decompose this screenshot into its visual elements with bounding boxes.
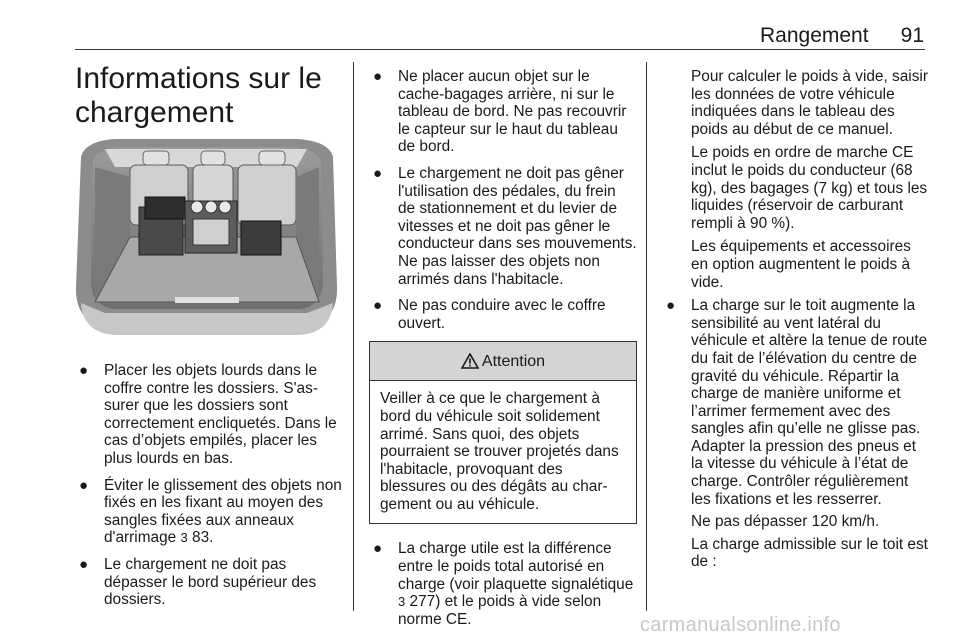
section-title: Informations sur le chargement	[75, 62, 322, 129]
list-item-text: Le chargement ne doit pas gêner l'utilisation des pédales, du frein de stationnement et du levier de vitesses et ne doit pas gêner le conducteur dans ses mouvements. Ne pas laisser des objets non arrimés dans l'habitacle.	[398, 164, 637, 288]
list-item	[75, 362, 343, 468]
attention-box	[369, 341, 637, 524]
list-item-text: Ne placer aucun objet sur le cache-bagages arrière, ni sur le tableau de bord. Ne pas recouvrir le capteur sur le haut du tableau de bord.	[398, 68, 627, 156]
list-item-text: Placer les objets lourds dans le coffre contre les dossiers. S'assurer que les dossiers sont correctement encliquetés. Dans le cas d’objets empilés, placer les plus lourds en bas.	[104, 362, 337, 467]
bullet: ●	[373, 164, 383, 182]
column-divider-1	[353, 62, 354, 611]
cross-reference-arrow[interactable]: 3	[398, 594, 406, 610]
bullet: ●	[373, 68, 383, 85]
header-title: Rangement	[760, 24, 869, 47]
list-item	[369, 297, 637, 332]
paragraph: Les équipements et accessoires en option augmentent le poids à vide.	[691, 238, 911, 291]
list-item-text: Éviter le glissement des objets non fixés en les fixant au moyen des sangles fixées aux anneaux d'arrimage	[104, 476, 342, 547]
bullet: ●	[373, 540, 383, 558]
paragraph: La charge admissible sur le toit est de :	[691, 535, 928, 571]
cargo-illustration	[75, 137, 338, 337]
header-rule	[75, 49, 925, 50]
column-divider-2	[646, 62, 647, 611]
paragraph: Ne pas dépasser 120 km/h.	[691, 513, 880, 531]
page-number: 91	[900, 24, 924, 47]
cross-reference-text[interactable]: 277) et le poids à vide selon norme CE.	[398, 593, 602, 628]
attention-title: Attention	[481, 352, 546, 370]
bullet: ●	[666, 297, 676, 315]
paragraph: La charge sur le toit augmente la sensibilité au vent latéral du véhicule et altère la tenue de route du fait de l’élévation du centre de gravité du véhicule. Répartir la charge de manière uniforme et l’arrimer fermement avec des sangles afin qu’elle ne glisse pas. Adapter la pression des pneus et la vitesse du véhicule à l’état de charge. Contrôler régulièrement les fixations et les resserrer.	[691, 297, 928, 508]
bullet: ●	[79, 362, 89, 379]
paragraph: Pour calculer le poids à vide, saisir les données de votre véhicule indiquées dans le tableau des poids au début de ce manuel.	[691, 68, 928, 138]
cross-reference-text[interactable]: 83.	[187, 529, 214, 547]
list-item	[75, 556, 343, 609]
list-item	[369, 68, 637, 156]
list-item	[369, 165, 637, 288]
column-1	[75, 362, 343, 618]
bullet: ●	[373, 297, 383, 315]
cross-reference-arrow[interactable]: 3	[180, 530, 188, 546]
column-3	[662, 68, 928, 580]
paragraph: Le poids en ordre de marche CE inclut le poids du conducteur (68 kg), des bagages (7 kg) et tous les liquides (réservoir de carburant rempli à 90 %).	[691, 144, 928, 232]
bullet: ●	[79, 555, 89, 573]
list-item-text: La charge utile est la différence entre le poids total autorisé en charge (voir plaquette signalétique	[398, 540, 634, 593]
watermark: carmanualsonline.info	[640, 614, 841, 636]
list-item-text: Ne pas conduire avec le coffre ouvert.	[398, 297, 606, 332]
column-2	[369, 68, 637, 637]
list-item	[369, 540, 637, 628]
attention-body: Veiller à ce que le chargement à bord du véhicule soit solidement arrimé. Sans quoi, des objets pourraient se trouver projetés dans l'habitacle, provoquant des blessures ou des dégâts au chargement ou au véhicule.	[380, 390, 619, 513]
list-item	[75, 477, 343, 547]
warning-triangle-icon	[461, 353, 479, 369]
list-item	[662, 297, 928, 571]
attention-header	[370, 342, 636, 381]
list-item-text: Le chargement ne doit pas dépasser le bord supérieur des dossiers.	[104, 555, 317, 609]
bullet: ●	[79, 476, 89, 494]
